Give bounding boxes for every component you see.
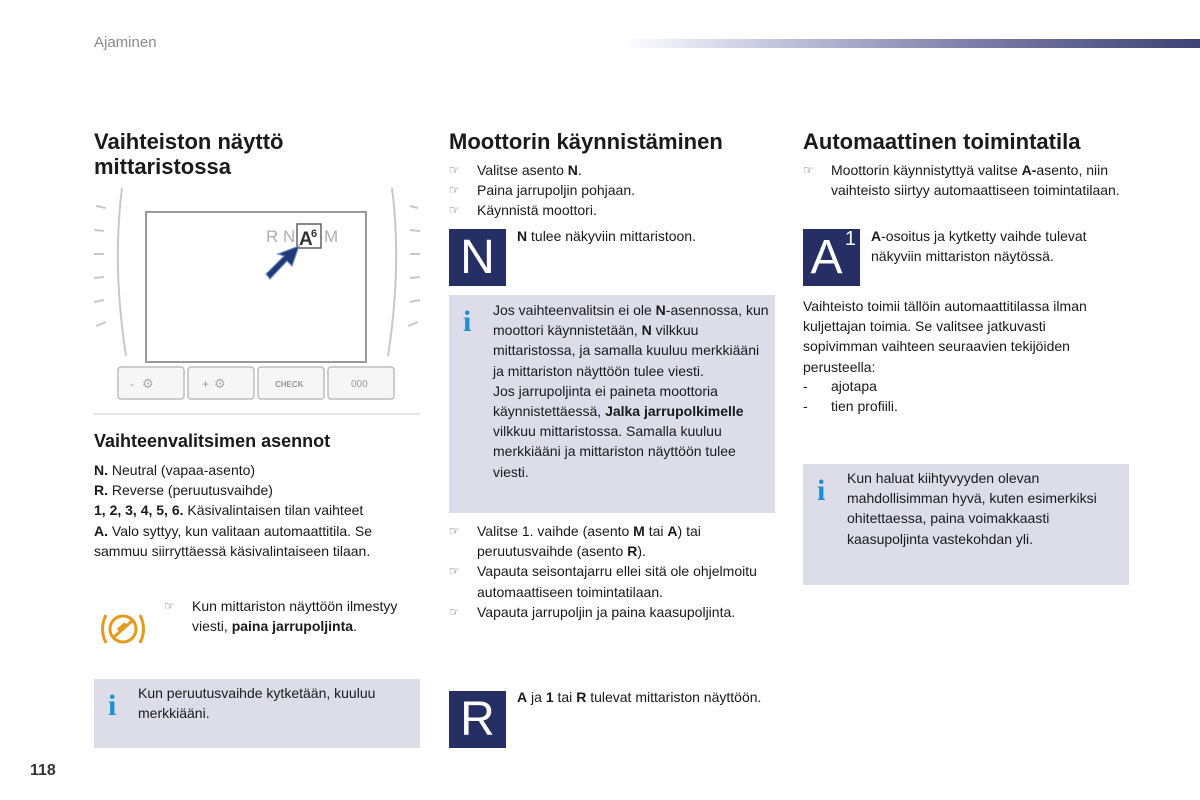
trip-button-label: 000 [351, 379, 368, 390]
hand-pointer-icon: ☞ [803, 163, 814, 177]
right-info-box [803, 464, 1129, 585]
info-icon: i [463, 305, 472, 338]
middle-info-box [449, 295, 775, 513]
factor-item: - tien profiili. [803, 398, 898, 415]
hand-pointer-icon: ☞ [449, 604, 460, 619]
display-letter-a: A [299, 229, 313, 250]
info-icon: i [817, 474, 826, 507]
auto-steps-list [803, 160, 1128, 200]
left-title [94, 129, 283, 179]
hand-pointer-icon: ☞ [449, 183, 460, 198]
badge-r-text: A ja 1 tai R tulevat mittariston näyttöön. [517, 689, 762, 705]
position-r: R. Reverse (peruutusvaihde) [94, 482, 273, 499]
svg-text:⚙: ⚙ [142, 377, 154, 392]
badge-n: N [449, 229, 506, 286]
minus-button-label: - [130, 377, 134, 391]
middle-info-para1: Jos vaihteenvalitsin ei ole N-asennossa, kun moottori käynnistetään, N vilkkuu mittaristossa, ja samalla kuuluu merkkiääni ja mittariston näyttöön tulee viesti. [493, 302, 769, 379]
section-header: Ajaminen [94, 34, 157, 51]
hand-pointer-icon: ☞ [449, 524, 460, 538]
left-title-line2: mittaristossa [94, 154, 231, 179]
badge-a1: A 1 [803, 229, 860, 286]
factors-list [803, 376, 1121, 416]
start-step-1: ☞ Valitse asento N. [449, 160, 774, 180]
left-info-box [94, 679, 420, 748]
right-title: Automaattinen toimintatila [803, 129, 1081, 154]
display-gear-number: 6 [311, 228, 318, 240]
badge-a1-text: A-osoitus ja kytketty vaihde tulevat näkyviin mittariston näytössä. [871, 228, 1087, 265]
middle-title: Moottorin käynnistäminen [449, 129, 723, 154]
start-steps-list [449, 160, 774, 221]
brake-pedal-warning-icon [98, 611, 148, 647]
brake-warning-item: ☞ Kun mittariston näyttöön ilmestyy viesti, paina jarrupoljinta. [164, 598, 398, 635]
brake-warning-text [164, 596, 424, 636]
plus-button-label: + [202, 377, 210, 391]
hand-pointer-icon: ☞ [449, 564, 460, 579]
position-manual: 1, 2, 3, 4, 5, 6. Käsivalintaisen tilan vaihteet [94, 502, 364, 519]
gear-positions-list [94, 460, 414, 561]
hand-pointer-icon: ☞ [449, 203, 460, 218]
drive-steps-list [449, 521, 774, 622]
left-info-text: Kun peruutusvaihde kytketään, kuuluu merkkiääni. [138, 685, 376, 722]
start-step-2: ☞ Paina jarrupoljin pohjaan. [449, 180, 774, 200]
drive-step-1: ☞ Valitse 1. vaihde (asento M tai A) tai peruutusvaihde (asento R). [449, 523, 701, 560]
right-info-text: Kun haluat kiihtyvyyden olevan mahdollisimman hyvä, kuten esimerkiksi ohitettaessa, paina voimakkaasti kaasupoljinta vastekohdan yli. [847, 470, 1097, 547]
auto-step-1: ☞ Moottorin käynnistyttyä valitse A-asento, niin vaihteisto siirtyy automaattiseen toimintatilaan. [803, 162, 1120, 199]
display-letter-n: N [283, 227, 296, 246]
display-letter-r: R [266, 227, 279, 246]
badge-r: R [449, 691, 506, 748]
hand-pointer-icon: ☞ [164, 599, 175, 613]
info-icon: i [108, 689, 117, 722]
check-button-label: CHECK [275, 380, 304, 389]
page-number: 118 [30, 762, 56, 779]
factor-item: - ajotapa [803, 378, 877, 394]
drive-step-3: ☞ Vapauta jarrupoljin ja paina kaasupoljinta. [449, 602, 774, 622]
left-title-line1: Vaihteiston näyttö [94, 129, 284, 154]
display-letter-m: M [324, 227, 339, 246]
header-gradient-bar [622, 39, 1200, 48]
auto-mode-paragraph: Vaihteisto toimii tällöin automaattitilassa ilman kuljettajan toimia. Se valitsee jatkuvasti sopivimman vaihteen seuraavien tekijöiden perusteella: [803, 298, 1087, 375]
start-step-3: ☞ Käynnistä moottori. [449, 200, 774, 220]
left-subtitle: Vaihteenvalitsimen asennot [94, 431, 331, 451]
instrument-cluster-illustration [94, 186, 420, 416]
drive-step-2: ☞ Vapauta seisontajarru ellei sitä ole ohjelmoitu automaattiseen toimintatilaan. [449, 563, 757, 600]
svg-text:⚙: ⚙ [214, 377, 226, 392]
position-a: A. Valo syttyy, kun valitaan automaattitila. Se sammuu siirryttäessä käsivalintaiseen tilaan. [94, 522, 373, 559]
middle-info-para2: Jos jarrupoljinta ei paineta moottoria käynnistettäessä, Jalka jarrupolkimelle vilkkuu mittaristossa. Samalla kuuluu merkkiääni ja mittariston näyttöön tulee viesti. [493, 382, 744, 480]
position-n: N. Neutral (vapaa-asento) [94, 462, 256, 478]
badge-n-text: N tulee näkyviin mittaristoon. [517, 228, 696, 244]
hand-pointer-icon: ☞ [449, 163, 460, 177]
